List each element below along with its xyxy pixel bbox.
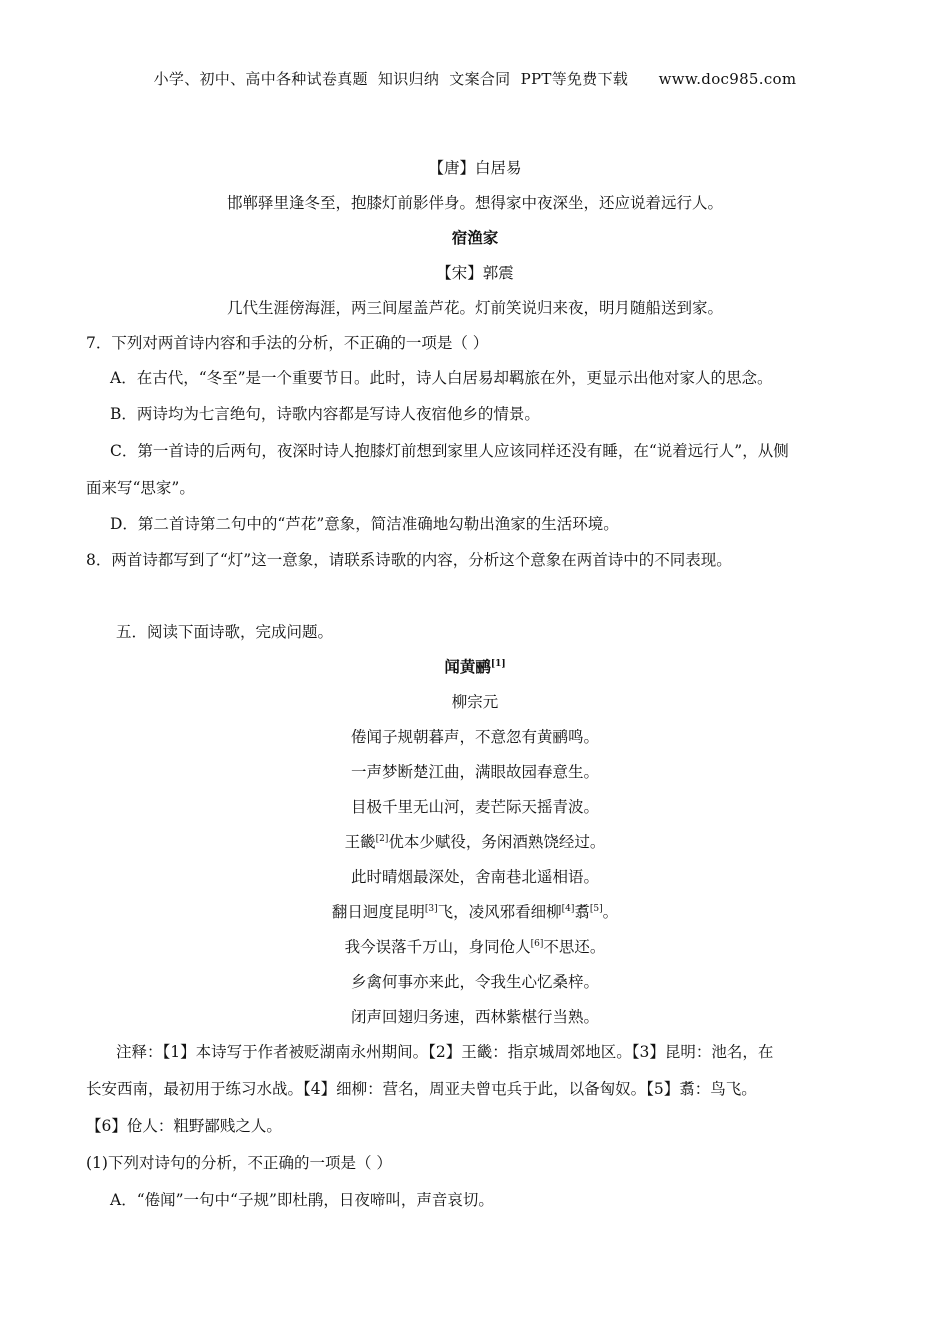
page-header: 小学、初中、高中各种试卷真题 知识归纳 文案合同 PPT等免费下载 www.doc985.com bbox=[153, 70, 797, 88]
poem3-line-9: 闭声回翅归务速，西林紫椹行当熟。 bbox=[350, 1008, 599, 1026]
poem2-title: 宿渔家 bbox=[451, 228, 499, 247]
question-5-1-option-a: A．“倦闻”一句中“子规”即杜鹃，日夜啼叫，声音哀切。 bbox=[110, 1191, 494, 1209]
poem3-author: 柳宗元 bbox=[451, 693, 499, 711]
footnote-ref: [3] bbox=[424, 904, 438, 914]
poem3-line-1: 倦闻子规朝暮声，不意忽有黄鹂鸣。 bbox=[350, 728, 599, 746]
poem1-author: 【唐】白居易 bbox=[428, 159, 522, 177]
poem3-line-3: 目极千里无山河，麦芒际天摇青波。 bbox=[350, 798, 599, 816]
footnote-ref: [5] bbox=[589, 904, 603, 914]
notes-line-2: 长安西南，最初用于练习水战。【4】细柳：营名，周亚夫曾屯兵于此，以备匈奴。【5】翥：鸟飞。 bbox=[86, 1080, 757, 1098]
footnote-ref: [4] bbox=[561, 904, 575, 914]
poem2-text: 几代生涯傍海涯，两三间屋盖芦花。灯前笑说归来夜，明月随船送到家。 bbox=[226, 299, 723, 317]
notes-line-3: 【6】伧人：粗野鄙贱之人。 bbox=[86, 1117, 282, 1135]
poem3-line-7: 我今误落千万山，身同伧人[6]不思还。 bbox=[344, 938, 606, 956]
poem3-line-8: 乡禽何事亦来此，令我生心忆桑梓。 bbox=[350, 973, 599, 991]
poem3-title: 闻黄鹂[1] bbox=[444, 657, 506, 676]
question-7-option-a: A．在古代，“冬至”是一个重要节日。此时，诗人白居易却羁旅在外，更显示出他对家人的思念。 bbox=[110, 369, 773, 387]
question-7-option-c: C．第一首诗的后两句，夜深时诗人抱膝灯前想到家里人应该同样还没有睡，在“说着远行人”，从侧 bbox=[110, 442, 789, 460]
question-7-stem: 7．下列对两首诗内容和手法的分析，不正确的一项是（ ） bbox=[86, 334, 489, 352]
section-5-heading: 五．阅读下面诗歌，完成问题。 bbox=[116, 623, 334, 641]
poem1-text: 邯郸驿里逢冬至，抱膝灯前影伴身。想得家中夜深坐，还应说着远行人。 bbox=[226, 194, 723, 212]
poem2-author: 【宋】郭震 bbox=[436, 264, 514, 282]
poem3-line-2: 一声梦断楚江曲，满眼故园春意生。 bbox=[350, 763, 599, 781]
footnote-ref: [2] bbox=[375, 834, 389, 844]
poem3-line-6: 翻日迥度昆明[3]飞，凌风邪看细柳[4]翥[5]。 bbox=[331, 903, 619, 921]
footnote-ref: [1] bbox=[490, 659, 506, 669]
question-5-1-stem: (1)下列对诗句的分析，不正确的一项是（ ） bbox=[86, 1154, 392, 1172]
question-7-option-c-cont: 面来写“思家”。 bbox=[86, 479, 195, 497]
question-7-option-d: D．第二首诗第二句中的“芦花”意象，简洁准确地勾勒出渔家的生活环境。 bbox=[110, 515, 619, 533]
question-7-option-b: B．两诗均为七言绝句，诗歌内容都是写诗人夜宿他乡的情景。 bbox=[110, 405, 540, 423]
question-8-stem: 8．两首诗都写到了“灯”这一意象，请联系诗歌的内容，分析这个意象在两首诗中的不同表现。 bbox=[86, 551, 732, 569]
footnote-ref: [6] bbox=[530, 939, 544, 949]
poem3-line-4: 王畿[2]优本少赋役，务闲酒熟饶经过。 bbox=[344, 833, 606, 851]
poem3-line-5: 此时晴烟最深处，舍南巷北遥相语。 bbox=[350, 868, 599, 886]
notes-line-1: 注释：【1】本诗写于作者被贬湖南永州期间。【2】王畿：指京城周郊地区。【3】昆明：池名，在 bbox=[116, 1043, 774, 1061]
